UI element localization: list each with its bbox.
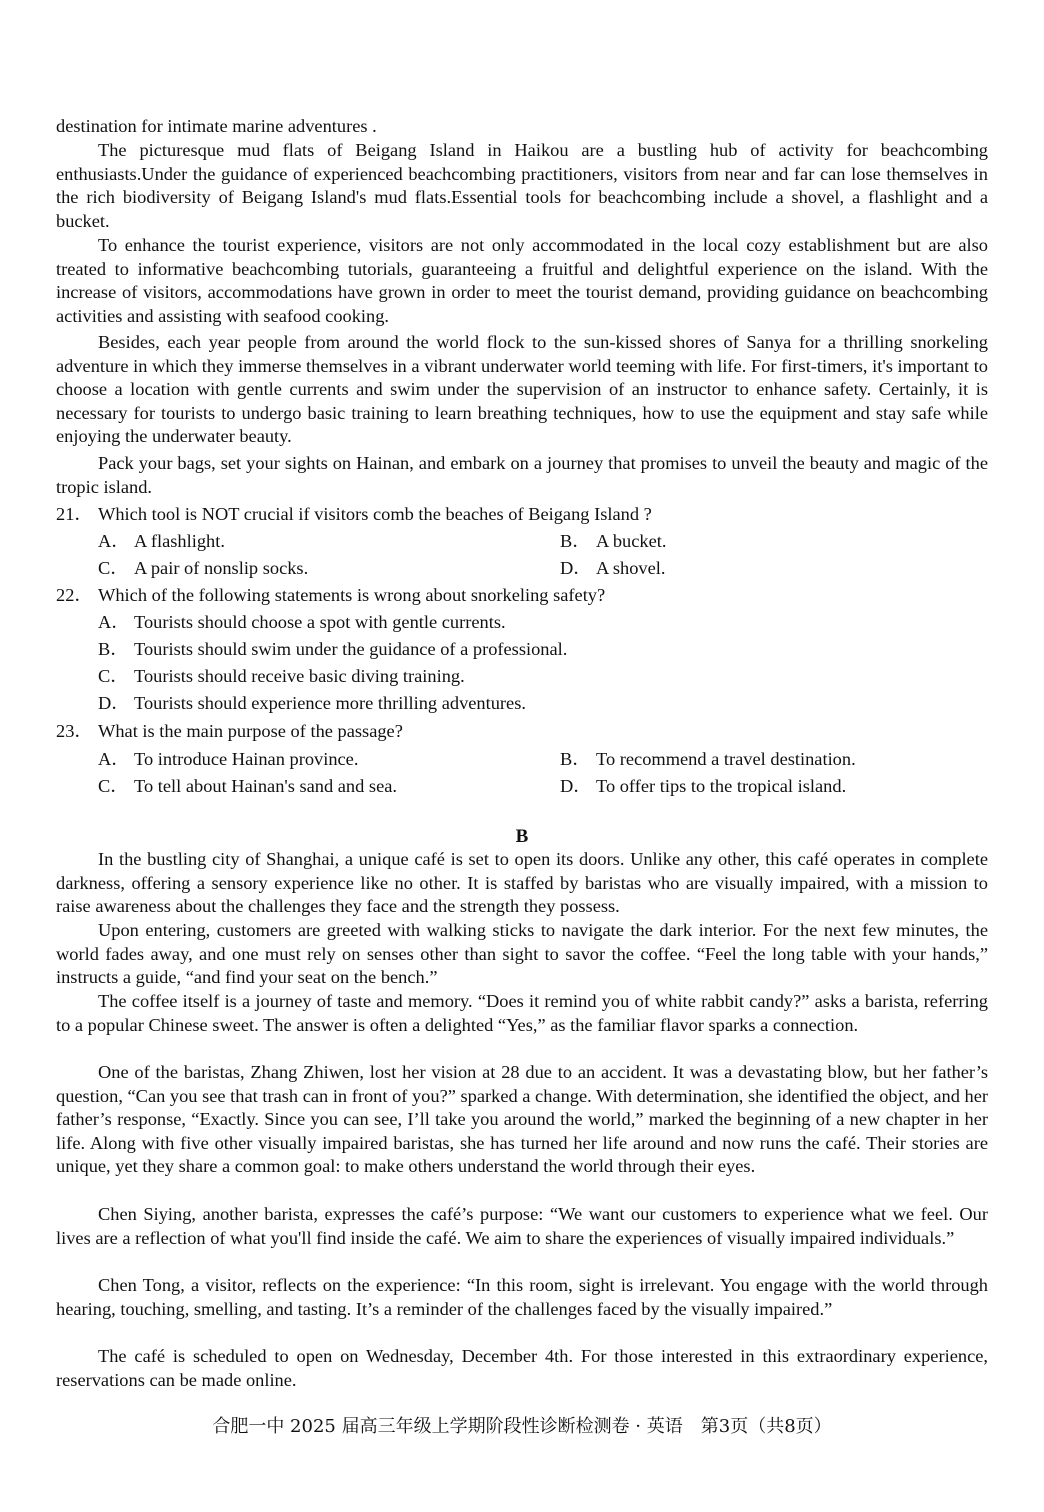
option-text: Tourists should experience more thrilling adventures. [134,693,526,713]
passage-b-paragraph-1: In the bustling city of Shanghai, a unique café is set to open its doors. Unlike any other, this café operates in complete darkness, offering a sensory experience like no other. It is staffed by baristas who are visually impaired, with a mission to raise awareness about the challenges they face and the strength they possess. [56,849,988,917]
question-number: 22． [56,585,93,605]
question-number: 23． [56,721,93,741]
option-letter: D． [98,693,130,713]
option-letter: D． [560,558,592,578]
option-text: Tourists should receive basic diving training. [134,666,465,686]
question-text: Which of the following statements is wrong about snorkeling safety? [98,585,606,605]
passage-a-paragraph-1: destination for intimate marine adventures . [56,116,377,136]
option-text: To introduce Hainan province. [134,749,359,769]
question-22-option-a[interactable] [98,611,506,635]
option-text: To recommend a travel destination. [596,749,856,769]
question-23-option-d[interactable] [560,775,846,799]
question-number: 21． [56,504,93,524]
passage-a-paragraph-2: The picturesque mud flats of Beigang Island in Haikou are a bustling hub of activity for beachcombing enthusiasts.Under the guidance of experienced beachcombing practitioners, visitors from near and far can lose themselves in the rich biodiversity of Beigang Island's mud flats.Essential tools for beachcombing include a shovel, a flashlight and a bucket. [56,140,988,231]
option-letter: D． [560,776,592,796]
page-footer: 合肥一中 2025 届高三年级上学期阶段性诊断检测卷 · 英语 第3页（共8页） [212,1416,832,1437]
question-23-option-c[interactable] [98,775,397,799]
passage-b-paragraph-5: Chen Siying, another barista, expresses the café’s purpose: “We want our customers to experience what we feel. Our lives are a reflection of what you'll find inside the café. We aim to share the experiences of visually impaired individuals.” [56,1204,988,1248]
question-21 [56,503,652,527]
question-22-option-c[interactable] [98,665,465,689]
option-text: Tourists should swim under the guidance of a professional. [134,639,568,659]
option-letter: A． [98,531,130,551]
option-text: To tell about Hainan's sand and sea. [134,776,397,796]
passage-b-paragraph-4: One of the baristas, Zhang Zhiwen, lost her vision at 28 due to an accident. It was a devastating blow, but her father’s question, “Can you see that trash can in front of you?” sparked a change. With determination, she identified the object, and her father’s response, “Exactly. Since you can see, I’ll take you around the world,” marked the beginning of a new chapter in her life. Along with five other visually impaired baristas, she has turned her life around and now runs the café. Their stories are unique, yet they share a common goal: to make others understand the world through their eyes. [56,1062,988,1177]
option-text: To offer tips to the tropical island. [596,776,847,796]
option-letter: B． [560,531,591,551]
question-22 [56,584,605,608]
passage-b-paragraph-6: Chen Tong, a visitor, reflects on the experience: “In this room, sight is irrelevant. You engage with the world through hearing, touching, smelling, and tasting. It’s a reminder of the challenges faced by the visually impaired.” [56,1275,988,1319]
question-21-option-a[interactable] [98,530,225,554]
passage-b-paragraph-2: Upon entering, customers are greeted with walking sticks to navigate the dark interior. For the next few minutes, the world fades away, and one must rely on senses other than sight to savor the coffee. “Feel the long table with your hands,” instructs a guide, “and find your seat on the bench.” [56,920,988,988]
option-text: A pair of nonslip socks. [134,558,309,578]
option-text: A bucket. [596,531,667,551]
question-23 [56,720,403,744]
option-letter: C． [98,558,129,578]
passage-b-paragraph-3: The coffee itself is a journey of taste and memory. “Does it remind you of white rabbit candy?” asks a barista, referring to a popular Chinese sweet. The answer is often a delighted “Yes,” as the familiar flavor sparks a connection. [56,991,988,1035]
option-text: A shovel. [596,558,666,578]
option-text: A flashlight. [134,531,225,551]
option-letter: A． [98,612,130,632]
passage-a-paragraph-3: To enhance the tourist experience, visitors are not only accommodated in the local cozy establishment but are also treated to informative beachcombing tutorials, guaranteeing a fruitful and delightful experience on the island. With the increase of visitors, accommodations have grown in order to meet the tourist demand, providing guidance on beachcombing activities and assisting with seafood cooking. [56,235,988,326]
question-22-option-b[interactable] [98,638,567,662]
question-text: What is the main purpose of the passage? [98,721,403,741]
option-letter: C． [98,776,129,796]
option-letter: B． [560,749,591,769]
question-text: Which tool is NOT crucial if visitors comb the beaches of Beigang Island ? [98,504,652,524]
passage-a-paragraph-4: Besides, each year people from around the world flock to the sun-kissed shores of Sanya for a thrilling snorkeling adventure in which they immerse themselves in a vibrant underwater world teeming with life. For first-timers, it's important to choose a location with gentle currents and swim under the supervision of an instructor to enhance safety. Certainly, it is necessary for tourists to undergo basic training to learn breathing techniques, how to use the equipment and stay safe while enjoying the underwater beauty. [56,332,988,447]
section-title: B [515,826,529,847]
option-letter: C． [98,666,129,686]
option-text: Tourists should choose a spot with gentle currents. [134,612,506,632]
passage-b-paragraph-7: The café is scheduled to open on Wednesday, December 4th. For those interested in this extraordinary experience, reservations can be made online. [56,1346,988,1390]
question-21-option-b[interactable] [560,530,666,554]
question-21-option-d[interactable] [560,557,665,581]
question-21-option-c[interactable] [98,557,308,581]
question-22-option-d[interactable] [98,692,526,716]
passage-a-paragraph-5: Pack your bags, set your sights on Hainan, and embark on a journey that promises to unveil the beauty and magic of the tropic island. [56,453,988,497]
question-23-option-a[interactable] [98,748,358,772]
option-letter: B． [98,639,129,659]
option-letter: A． [98,749,130,769]
question-23-option-b[interactable] [560,748,856,772]
